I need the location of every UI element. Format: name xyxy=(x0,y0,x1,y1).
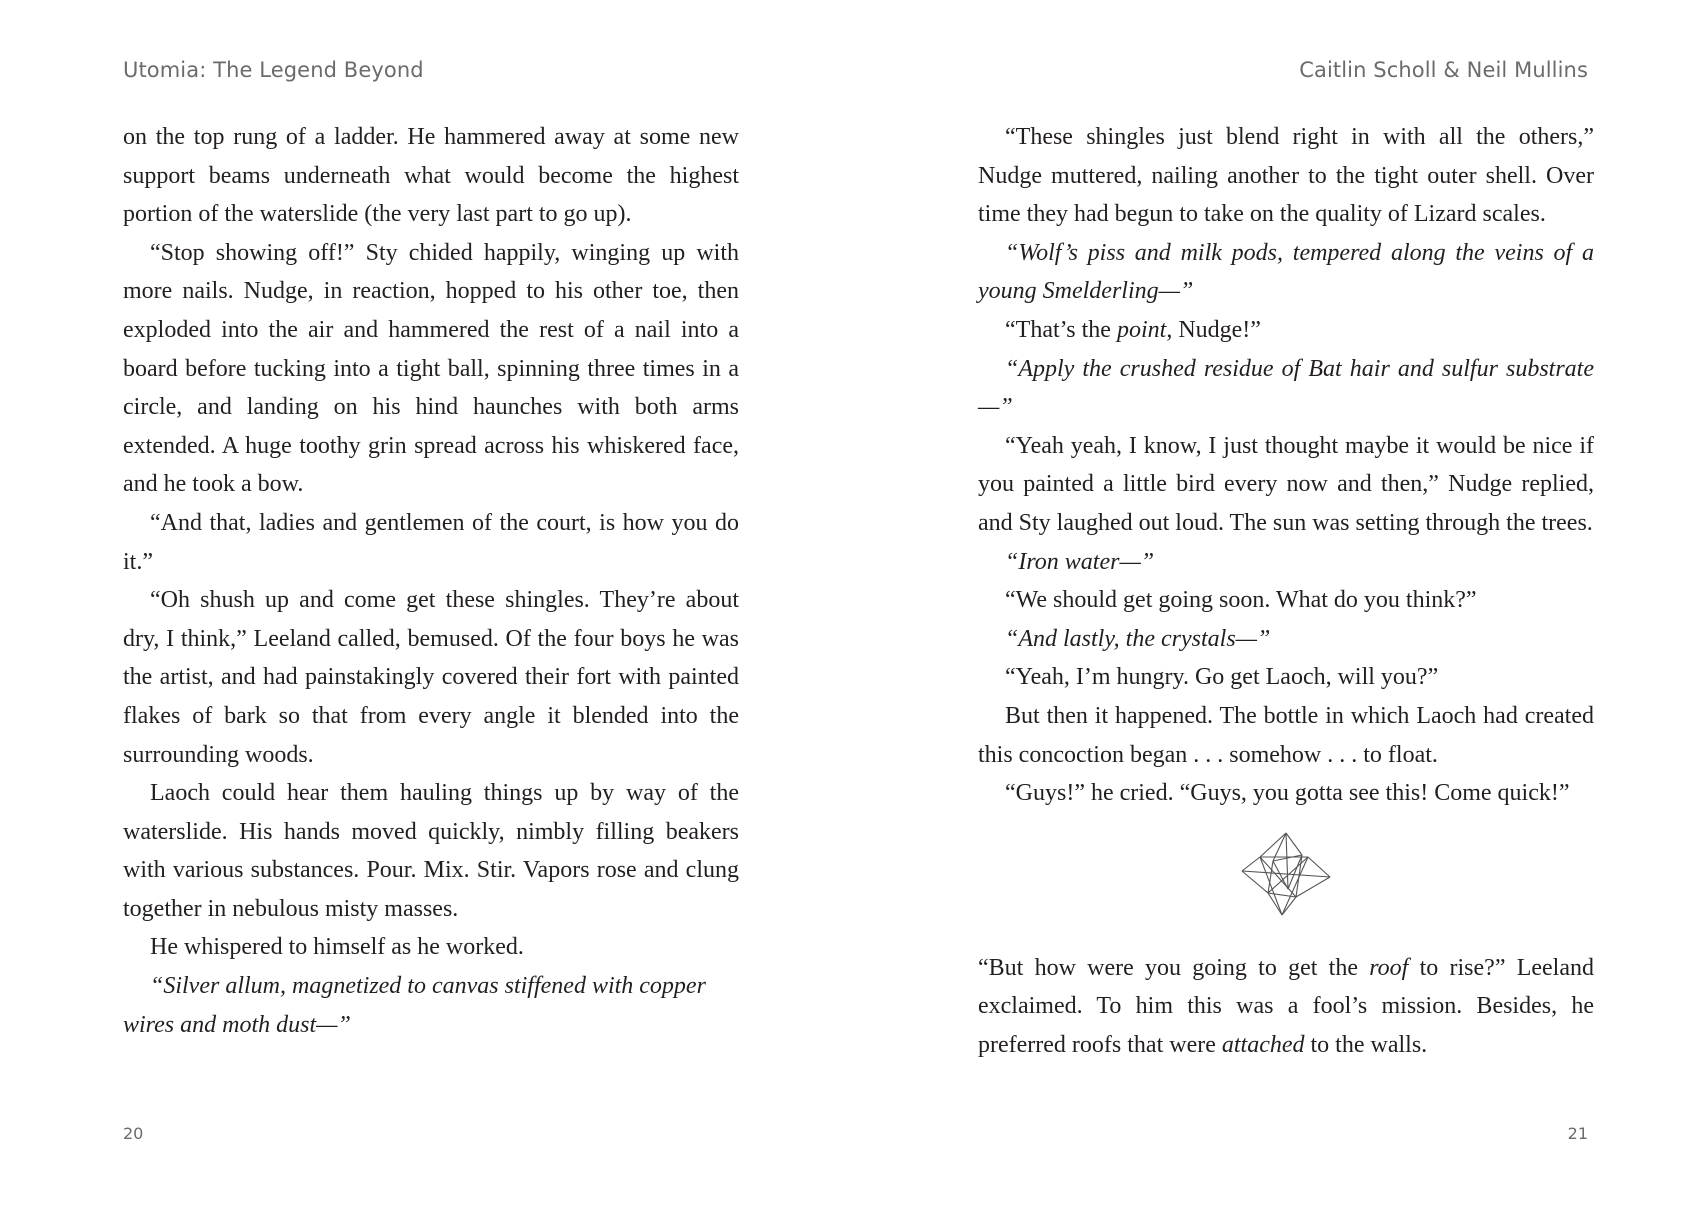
paragraph: “Yeah yeah, I know, I just thought maybe it would be nice if you painted a little bird every now and then,” Nudge replied, and Sty laughed out loud. The sun was setting through the trees. xyxy=(978,432,1594,536)
paragraph: “These shingles just blend right in with all the others,” Nudge muttered, nailing another to the tight outer shell. Over time they had begun to take on the quality of Lizard scales. xyxy=(978,124,1594,228)
text-run: , Nudge!” xyxy=(1166,316,1261,343)
paragraph: “Stop showing off!” Sty chided happily, winging up with more nails. Nudge, in reaction, hopped to his other toe, then exploded into the air and hammered the rest of a nail into a board before tucking into a tight ball, spinning three times in a circle, and landing on his hind haunches with both arms extended. A huge toothy grin spread across his whiskered face, and he took a bow. xyxy=(123,239,739,498)
paragraph xyxy=(978,311,1594,350)
paragraph: Laoch could hear them hauling things up by way of the waterslide. His hands moved quickly, nimbly filling beakers with various substances. Pour. Mix. Stir. Vapors rose and clung together in nebulous misty masses. xyxy=(123,780,739,922)
running-head-authors: Caitlin Scholl & Neil Mullins xyxy=(1299,58,1588,82)
incantation-paragraph: “Wolf’s piss and milk pods, tempered along the veins of a young Smelderling—” xyxy=(978,239,1594,305)
emphasis: point xyxy=(1116,316,1167,343)
incantation-paragraph: “Iron water—” xyxy=(1005,548,1155,575)
paragraph: “We should get going soon. What do you think?” xyxy=(1005,587,1477,614)
paragraph: He whispered to himself as he worked. xyxy=(150,934,524,961)
paragraph: “Guys!” he cried. “Guys, you gotta see this! Come quick!” xyxy=(1005,780,1570,807)
text-run: “But how were you going to get the xyxy=(978,954,1370,981)
incantation-paragraph: “Apply the crushed residue of Bat hair and sulfur substrate—” xyxy=(978,355,1594,421)
text-run: “That’s the xyxy=(1005,316,1117,343)
running-head-title: Utomia: The Legend Beyond xyxy=(123,58,424,82)
emphasis: attached xyxy=(1221,1031,1305,1058)
text-run: to rise?” Leeland exclaimed. To him this was a fool’s mission. Besides, he preferred roofs that were xyxy=(978,954,1595,1058)
incantation-paragraph: “Silver allum, magnetized to canvas stiffened with copper wires and moth dust—” xyxy=(123,973,706,1038)
page-number: 21 xyxy=(1567,1124,1588,1143)
text-run: to the walls. xyxy=(1304,1031,1428,1058)
paragraph: “And that, ladies and gentlemen of the court, is how you do it.” xyxy=(123,509,739,575)
paragraph: “Yeah, I’m hungry. Go get Laoch, will you?” xyxy=(1005,664,1439,691)
emphasis: roof xyxy=(1369,954,1409,981)
right-page xyxy=(850,0,1700,1214)
paragraph xyxy=(978,949,1594,1065)
paragraph: on the top rung of a ladder. He hammered away at some new support beams underneath what would become the highest portion of the waterslide (the very last part to go up). xyxy=(123,124,739,228)
incantation-paragraph: “And lastly, the crystals—” xyxy=(1005,625,1271,652)
paragraph: But then it happened. The bottle in which Laoch had created this concoction began . . . somehow . . . to float. xyxy=(978,702,1594,768)
paragraph: “Oh shush up and come get these shingles. They’re about dry, I think,” Leeland called, bemused. Of the four boys he was the artist, and had painstakingly covered their fort with painted flakes of bark so that from every angle it blended into the surrounding woods. xyxy=(123,587,739,768)
body-text xyxy=(123,118,739,1044)
page-number: 20 xyxy=(123,1124,144,1143)
body-text xyxy=(978,118,1594,1064)
section-break xyxy=(978,813,1594,949)
crystal-star-icon xyxy=(1240,831,1332,921)
